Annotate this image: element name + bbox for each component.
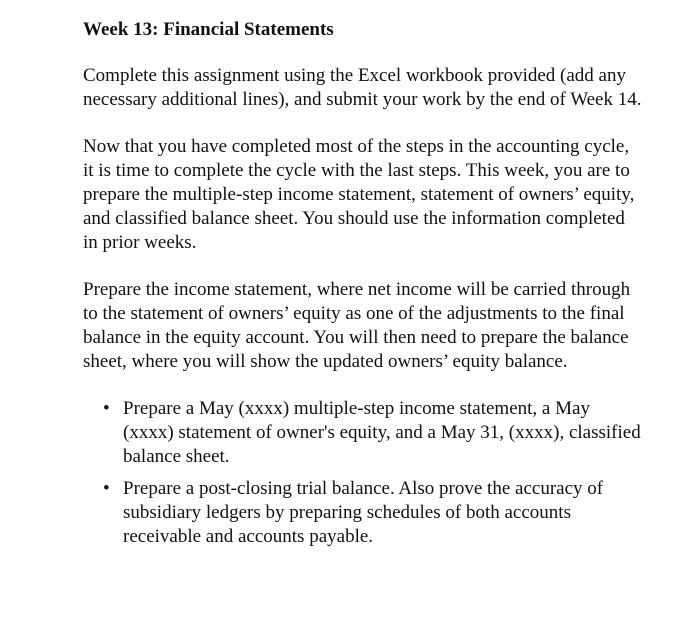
page-title: Week 13: Financial Statements xyxy=(83,19,334,40)
bullet-icon: • xyxy=(103,478,110,499)
list-item xyxy=(103,397,643,469)
paragraph-income-statement: Prepare the income statement, where net income will be carried through to the statement of owners’ equity as one of the adjustments to the final balance in the equity account. You will then need to prepare the balance sheet, where you will show the updated owners’ equity balance. xyxy=(83,279,631,372)
task-list xyxy=(103,397,643,549)
list-item xyxy=(103,477,643,549)
assignment-document xyxy=(83,18,643,557)
list-item-text: Prepare a May (xxxx) multiple-step income statement, a May (xxxx) statement of owner's equity, and a May 31, (xxxx), classified balance sheet. xyxy=(123,398,641,467)
bullet-icon: • xyxy=(103,398,110,419)
paragraph-overview: Now that you have completed most of the steps in the accounting cycle, it is time to complete the cycle with the last steps. This week, you are to prepare the multiple-step income statement, statement of owners’ equity, and classified balance sheet. You should use the information completed in prior weeks. xyxy=(83,136,635,253)
list-item-text: Prepare a post-closing trial balance. Also prove the accuracy of subsidiary ledgers by preparing schedules of both accounts receivable and accounts payable. xyxy=(123,478,604,547)
paragraph-instructions: Complete this assignment using the Excel workbook provided (add any necessary additional lines), and submit your work by the end of Week 14. xyxy=(83,65,642,110)
